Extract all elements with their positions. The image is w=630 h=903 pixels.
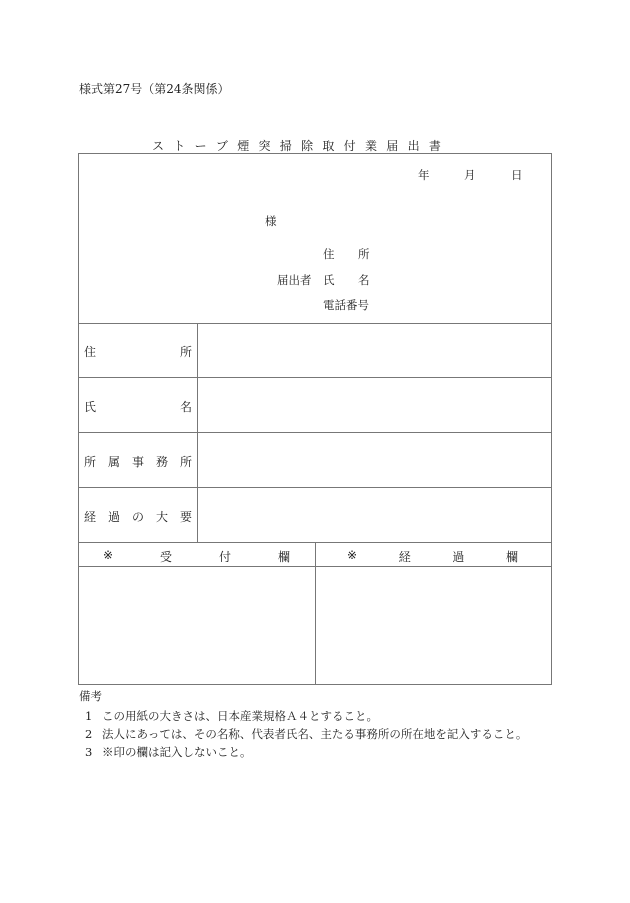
reception-column-header	[103, 548, 290, 565]
name-input-area[interactable]	[198, 378, 551, 432]
note-text: 法人にあっては、その名称、代表者氏名、主たる事務所の所在地を記入すること。	[102, 727, 528, 741]
label-char: 経	[84, 510, 97, 524]
title-char: 取	[322, 139, 335, 153]
label-char: 務	[155, 455, 168, 469]
note-number: 1	[85, 709, 93, 723]
table-border-right	[551, 153, 552, 685]
row-label-address	[84, 343, 192, 360]
title-char: 届	[386, 139, 399, 153]
note-item	[85, 726, 527, 742]
label-char: 大	[155, 510, 168, 524]
history-summary-input-area[interactable]	[198, 488, 551, 542]
header-char: 過	[452, 550, 465, 564]
notifier-name-char2: 名	[358, 273, 370, 287]
notifier-label: 届出者	[277, 273, 312, 287]
label-char: の	[131, 510, 144, 524]
notes-heading: 備考	[79, 689, 102, 703]
title-char: ー	[194, 139, 207, 153]
label-char: 要	[179, 510, 192, 524]
address-input-area[interactable]	[198, 324, 551, 377]
title-char: 業	[364, 139, 377, 153]
notifier-name-char1: 氏	[323, 273, 335, 287]
title-char: ス	[152, 139, 165, 153]
date-year: 年	[418, 168, 430, 182]
row-label-name	[84, 398, 192, 415]
title-char: 突	[258, 139, 271, 153]
note-number: 2	[85, 727, 93, 741]
label-char: 所	[179, 345, 192, 359]
table-border-top	[78, 153, 552, 154]
note-text: ※印の欄は記入しないこと。	[102, 745, 252, 759]
progress-column-header	[347, 548, 518, 565]
label-char: 属	[107, 455, 120, 469]
note-item	[85, 744, 252, 760]
title-char: 掃	[279, 139, 292, 153]
label-char: 過	[107, 510, 120, 524]
notifier-address-char1: 住	[323, 247, 335, 261]
note-item	[85, 708, 378, 724]
label-char: 所	[84, 455, 97, 469]
notifier-phone-label: 電話番号	[323, 298, 369, 312]
addressee-suffix: 様	[265, 214, 277, 228]
label-char: 名	[179, 400, 192, 414]
reference-mark: ※	[103, 548, 114, 562]
label-char: 氏	[84, 400, 97, 414]
header-char: 経	[398, 550, 411, 564]
title-char: 書	[428, 139, 441, 153]
title-char: 除	[301, 139, 314, 153]
header-char: 欄	[505, 550, 518, 564]
notifier-address-char2: 所	[358, 247, 370, 261]
table-border-bottom	[78, 684, 552, 685]
title-char: 付	[343, 139, 356, 153]
reference-mark: ※	[347, 548, 358, 562]
date-day: 日	[511, 168, 523, 182]
label-char: 所	[179, 455, 192, 469]
header-char: 受	[160, 550, 173, 564]
note-text: この用紙の大きさは、日本産業規格Ａ４とすること。	[102, 709, 378, 723]
affiliated-office-input-area[interactable]	[198, 433, 551, 487]
label-char: 事	[131, 455, 144, 469]
form-number: 様式第27号（第24条関係）	[79, 82, 230, 96]
row-label-affiliated-office	[84, 453, 192, 470]
title-char: 出	[407, 139, 420, 153]
title-char: ブ	[215, 139, 228, 153]
label-char: 住	[84, 345, 97, 359]
reception-area	[79, 567, 315, 684]
header-char: 欄	[277, 550, 290, 564]
title-char: 煙	[237, 139, 250, 153]
date-month: 月	[464, 168, 476, 182]
header-char: 付	[218, 550, 231, 564]
progress-area	[316, 567, 551, 684]
row-label-history-summary	[84, 508, 192, 525]
title-char: ト	[173, 139, 186, 153]
note-number: 3	[85, 745, 93, 759]
form-title	[152, 137, 450, 154]
